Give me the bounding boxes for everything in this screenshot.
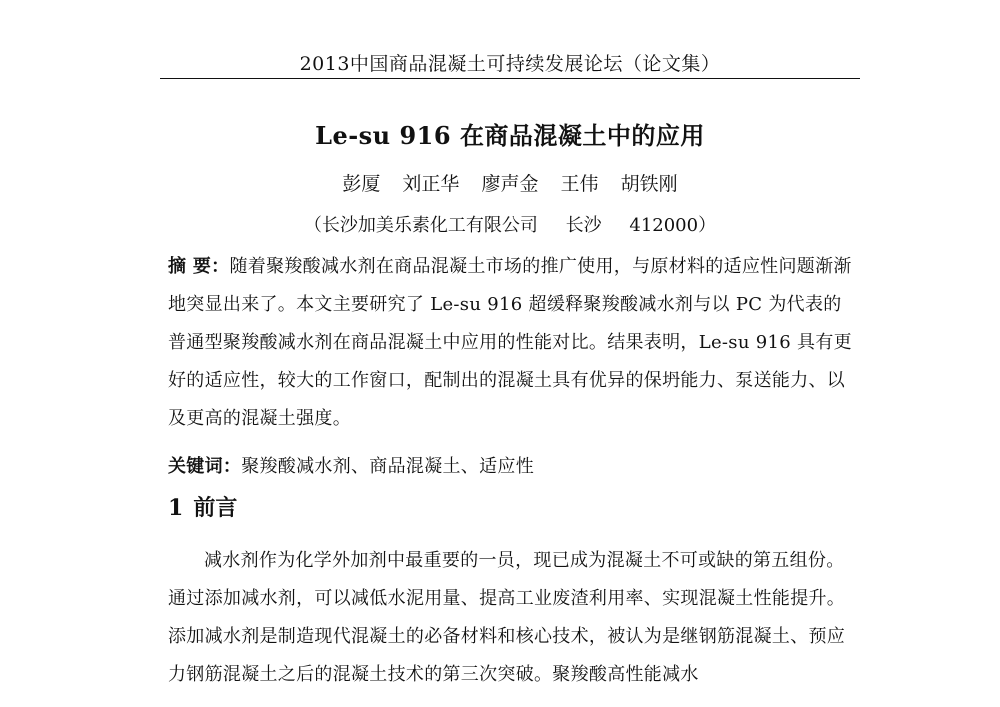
keywords-text: 聚羧酸减水剂、商品混凝土、适应性 xyxy=(241,456,535,477)
keywords-label: 关键词： xyxy=(168,456,242,477)
section-heading xyxy=(168,492,237,524)
affiliation-city: 长沙 xyxy=(565,215,602,236)
author-name: 刘正华 xyxy=(402,173,460,195)
abstract-text: 随着聚羧酸减水剂在商品混凝土市场的推广使用，与原材料的适应性问题渐渐地突显出来了。本文主要研究了 Le-su 916 超缓释聚羧酸减水剂与以 PC 为代表的普通型聚羧酸减水剂在商品混凝土中应用的性能对比。结果表明，Le-su 916 具有更好的适应性，较大的工作窗口，配制出的混凝土具有优异的保坍能力、泵送能力、以及更高的混凝土强度。 xyxy=(168,256,852,429)
section-number: 1 xyxy=(168,495,184,521)
affiliation-organization: （长沙加美乐素化工有限公司 xyxy=(303,215,538,236)
abstract-label: 摘 要： xyxy=(168,256,230,277)
author-name: 胡铁刚 xyxy=(620,173,678,195)
section-title: 前言 xyxy=(193,495,238,521)
intro-paragraph: 减水剂作为化学外加剂中最重要的一员，现已成为混凝土不可或缺的第五组份。通过添加减水剂，可以减低水泥用量、提高工业废渣利用率、实现混凝土性能提升。添加减水剂是制造现代混凝土的必备材料和核心技术，被认为是继钢筋混凝土、预应力钢筋混凝土之后的混凝土技术的第三次突破。聚羧酸高性能减水 xyxy=(168,550,846,685)
author-name: 廖声金 xyxy=(481,173,539,195)
affiliation-postal-code: 412000） xyxy=(629,215,717,236)
affiliation xyxy=(160,213,860,239)
keywords xyxy=(168,448,858,486)
author-name: 王伟 xyxy=(560,173,599,195)
author-name: 彭厦 xyxy=(342,173,381,195)
running-header: 2013中国商品混凝土可持续发展论坛（论文集） xyxy=(299,53,721,75)
author-list xyxy=(160,171,860,197)
paper-title: Le-su 916 在商品混凝土中的应用 xyxy=(315,121,705,150)
header-rule xyxy=(160,78,860,79)
abstract xyxy=(168,248,858,438)
